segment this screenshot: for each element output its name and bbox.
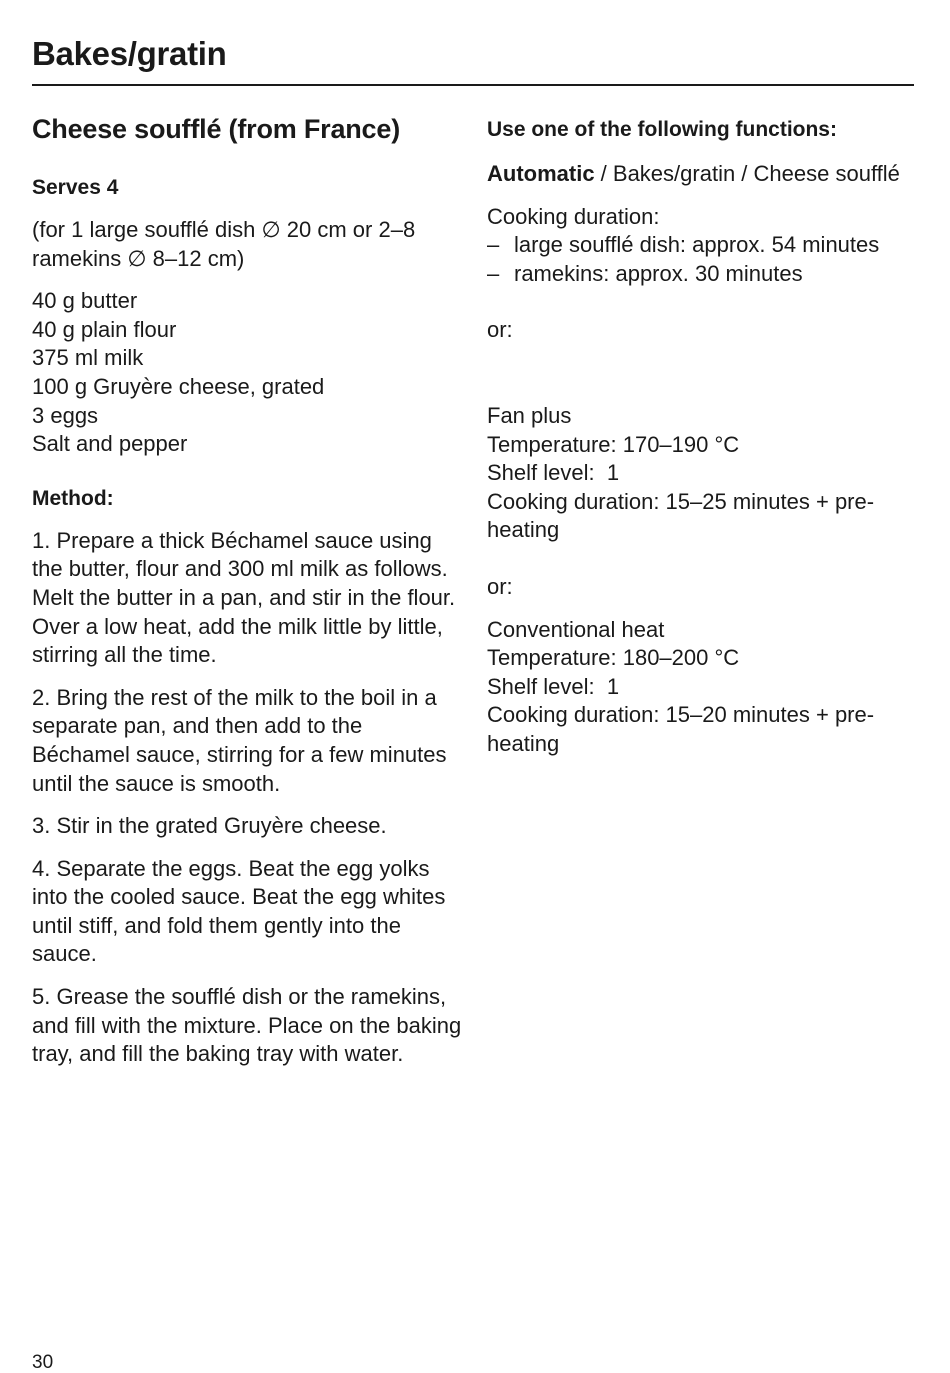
functions-heading: Use one of the following functions: [487, 118, 837, 141]
automatic-duration-block [487, 203, 927, 289]
method-step: 2. Bring the rest of the milk to the boil in a separate pan, and then add to the Béchamel sauce, stirring for a few minutes until the sauce is smooth. [32, 684, 447, 796]
automatic-program [487, 160, 927, 189]
fan-plus-shelf: Shelf level: 1 [487, 460, 620, 486]
conventional-name: Conventional heat [487, 616, 665, 642]
serves-heading: Serves 4 [32, 176, 119, 199]
fan-plus-temperature: Temperature: 170–190 °C [487, 431, 740, 457]
recipe-title: Cheese soufflé (from France) [32, 114, 400, 144]
or-separator: or: [487, 317, 513, 343]
page-header [32, 34, 914, 86]
fan-plus-block [487, 402, 927, 545]
dash-marker: – [487, 260, 500, 286]
dish-note: (for 1 large soufflé dish ∅ 20 cm or 2–8 ramekins ∅ 8–12 cm) [32, 217, 416, 271]
fan-plus-name: Fan plus [487, 402, 572, 428]
conventional-shelf: Shelf level: 1 [487, 673, 620, 699]
automatic-duration-label: Cooking duration: [487, 203, 660, 229]
method-step: 4. Separate the eggs. Beat the egg yolks into the cooled sauce. Beat the egg whites until stiff, and fold them gently into the sauce. [32, 855, 446, 967]
automatic-path: / Bakes/gratin / Cheese soufflé [594, 161, 900, 186]
method-step: 1. Prepare a thick Béchamel sauce using the butter, flour and 300 ml milk as follows. Melt the butter in a pan, and stir in the flour. Over a low heat, add the milk little by little, stirring all the time. [32, 527, 456, 668]
automatic-duration-list [487, 231, 927, 288]
duration-item: – large soufflé dish: approx. 54 minutes [487, 231, 927, 260]
method-step: 5. Grease the soufflé dish or the ramekins, and fill with the mixture. Place on the baking tray, and fill the baking tray with water. [32, 984, 462, 1067]
method-heading: Method: [32, 486, 114, 510]
conventional-duration: Cooking duration: 15–20 minutes + pre-heating [487, 702, 875, 756]
automatic-label: Automatic [487, 161, 595, 186]
page-number: 30 [32, 1352, 54, 1373]
conventional-temperature: Temperature: 180–200 °C [487, 645, 740, 671]
ingredient-list [32, 287, 464, 459]
page-title: Bakes/gratin [32, 35, 227, 72]
ingredient-item: Salt and pepper [32, 431, 188, 457]
method-step: 3. Stir in the grated Gruyère cheese. [32, 813, 387, 839]
duration-item: – ramekins: approx. 30 minutes [487, 260, 927, 289]
conventional-heat-block [487, 616, 927, 759]
ingredient-item: 100 g Gruyère cheese, grated [32, 373, 325, 399]
fan-plus-duration: Cooking duration: 15–25 minutes + pre-heating [487, 488, 875, 543]
ingredient-item: 3 eggs [32, 402, 99, 428]
ingredient-item: 40 g plain flour [32, 316, 177, 342]
dash-marker: – [487, 232, 500, 258]
or-separator: or: [487, 573, 513, 599]
ingredient-item: 40 g butter [32, 288, 138, 314]
functions-column [487, 116, 927, 759]
ingredient-item: 375 ml milk [32, 345, 144, 371]
recipe-column [32, 112, 464, 1083]
